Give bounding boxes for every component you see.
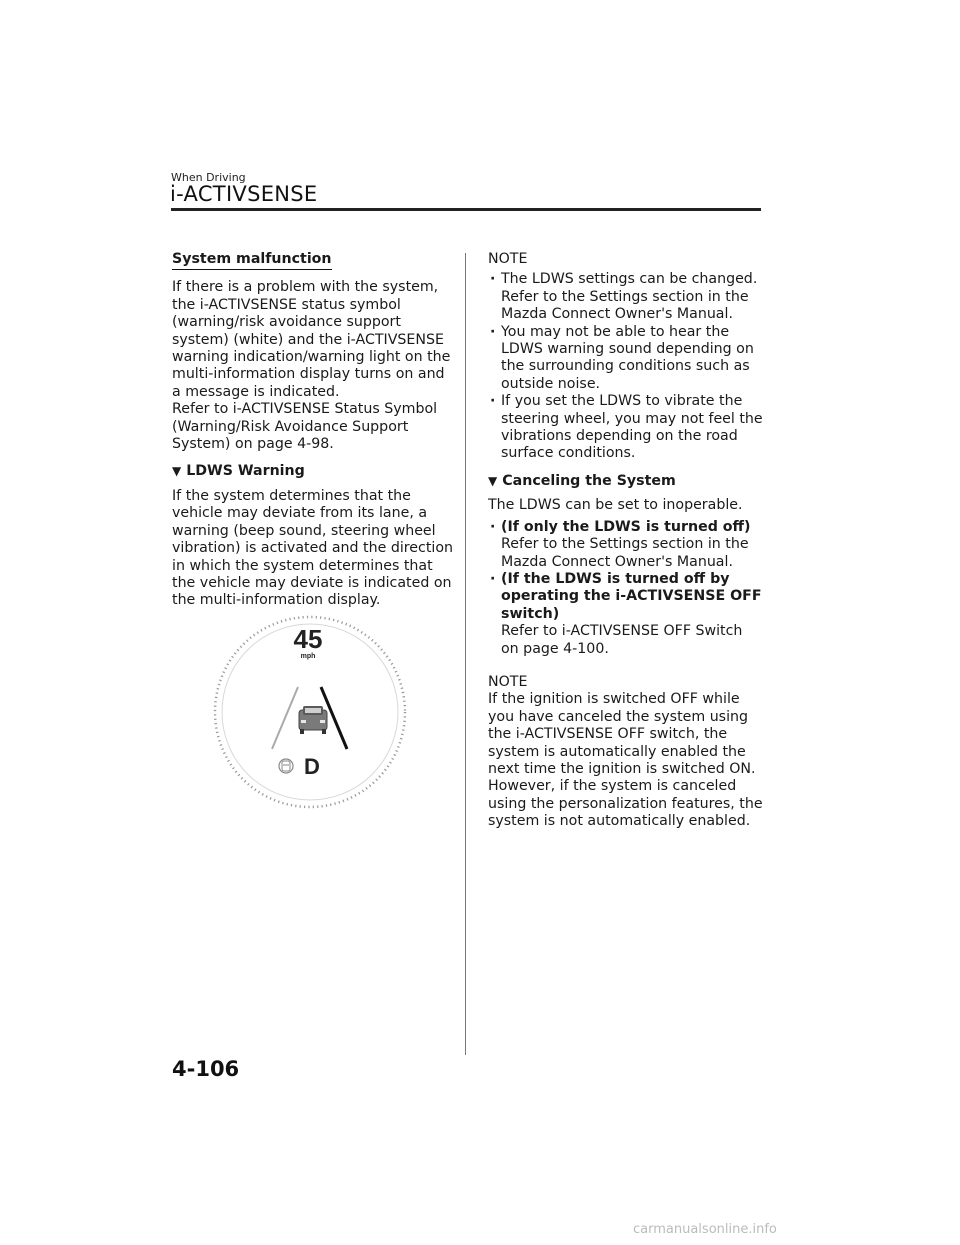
speed-unit: mph xyxy=(300,653,316,660)
speed-value: 45 xyxy=(293,624,323,654)
cancel-list xyxy=(488,519,763,658)
canceling-intro: The LDWS can be set to inoperable. xyxy=(488,497,743,514)
cancel-list-item xyxy=(488,519,763,571)
cancel-item-text: Refer to the Settings section in the Mazda Connect Owner's Manual. xyxy=(501,536,749,570)
watermark: carmanualsonline.info xyxy=(633,1222,777,1237)
canceling-heading-row xyxy=(488,473,763,490)
page-number: 4-106 xyxy=(172,1057,240,1081)
cancel-item-title: · (If only the LDWS is turned off) xyxy=(501,518,751,535)
cancel-item-title: · (If the LDWS is turned off by operating the i-ACTIVSENSE OFF switch) xyxy=(501,570,762,622)
note-label-2: NOTE xyxy=(488,673,528,690)
cancel-item-text: Refer to i-ACTIVSENSE OFF Switch on page 4-100. xyxy=(501,623,743,657)
note-text-2: If the ignition is switched OFF while you have canceled the system using the i-ACTIVSENSE OFF switch, the system is automatically enabled the next time the ignition is switched ON. However, if the system is canceled using the personalization features, the system is not automatically enabled. xyxy=(488,691,763,830)
display-illustration xyxy=(210,612,410,812)
section-label: When Driving xyxy=(171,171,246,184)
right-column xyxy=(488,251,763,839)
note-list-item: · If you set the LDWS to vibrate the steering wheel, you may not feel the vibrations depending on the road surface conditions. xyxy=(488,393,763,463)
system-malfunction-text: If there is a problem with the system, the i-ACTIVSENSE status symbol (warning/risk avoidance support system) (white) and the i-ACTIVSENSE warning indication/warning light on the multi-information display turns on and a message is indicated. xyxy=(172,279,451,400)
system-malfunction-heading: System malfunction xyxy=(172,251,332,270)
ldws-warning-heading-row xyxy=(172,463,457,480)
system-malfunction-reference: Refer to i-ACTIVSENSE Status Symbol (Warning/Risk Avoidance Support System) on page 4-98. xyxy=(172,401,438,453)
triangle-down-icon: ▼ xyxy=(488,473,498,488)
ldws-warning-heading: LDWS Warning xyxy=(186,463,305,480)
note-list-item: · You may not be able to hear the LDWS warning sound depending on the surrounding conditions such as outside noise. xyxy=(488,324,763,394)
lane-line-left xyxy=(272,687,298,749)
multi-information-display-figure xyxy=(210,612,410,812)
section-title: i-ACTIVSENSE xyxy=(170,182,318,206)
triangle-down-icon: ▼ xyxy=(172,464,182,479)
i-activsense-status-icon xyxy=(279,759,293,773)
note-list-item: · The LDWS settings can be changed. Refer to the Settings section in the Mazda Connect Owner's Manual. xyxy=(488,271,763,323)
note-label-1: NOTE xyxy=(488,251,528,267)
cancel-list-item xyxy=(488,571,763,658)
column-divider xyxy=(465,253,466,1055)
ldws-warning-text: If the system determines that the vehicle may deviate from its lane, a warning (beep sound, steering wheel vibration) is activated and the direction in which the system determines that the vehicle may deviate is indicated on the multi-information display. xyxy=(172,487,453,609)
vehicle-icon xyxy=(299,706,327,734)
left-column xyxy=(172,251,457,618)
canceling-heading: Canceling the System xyxy=(502,472,676,489)
note-list-1 xyxy=(488,271,763,462)
header-rule xyxy=(171,208,761,211)
gear-indicator: D xyxy=(304,754,320,779)
